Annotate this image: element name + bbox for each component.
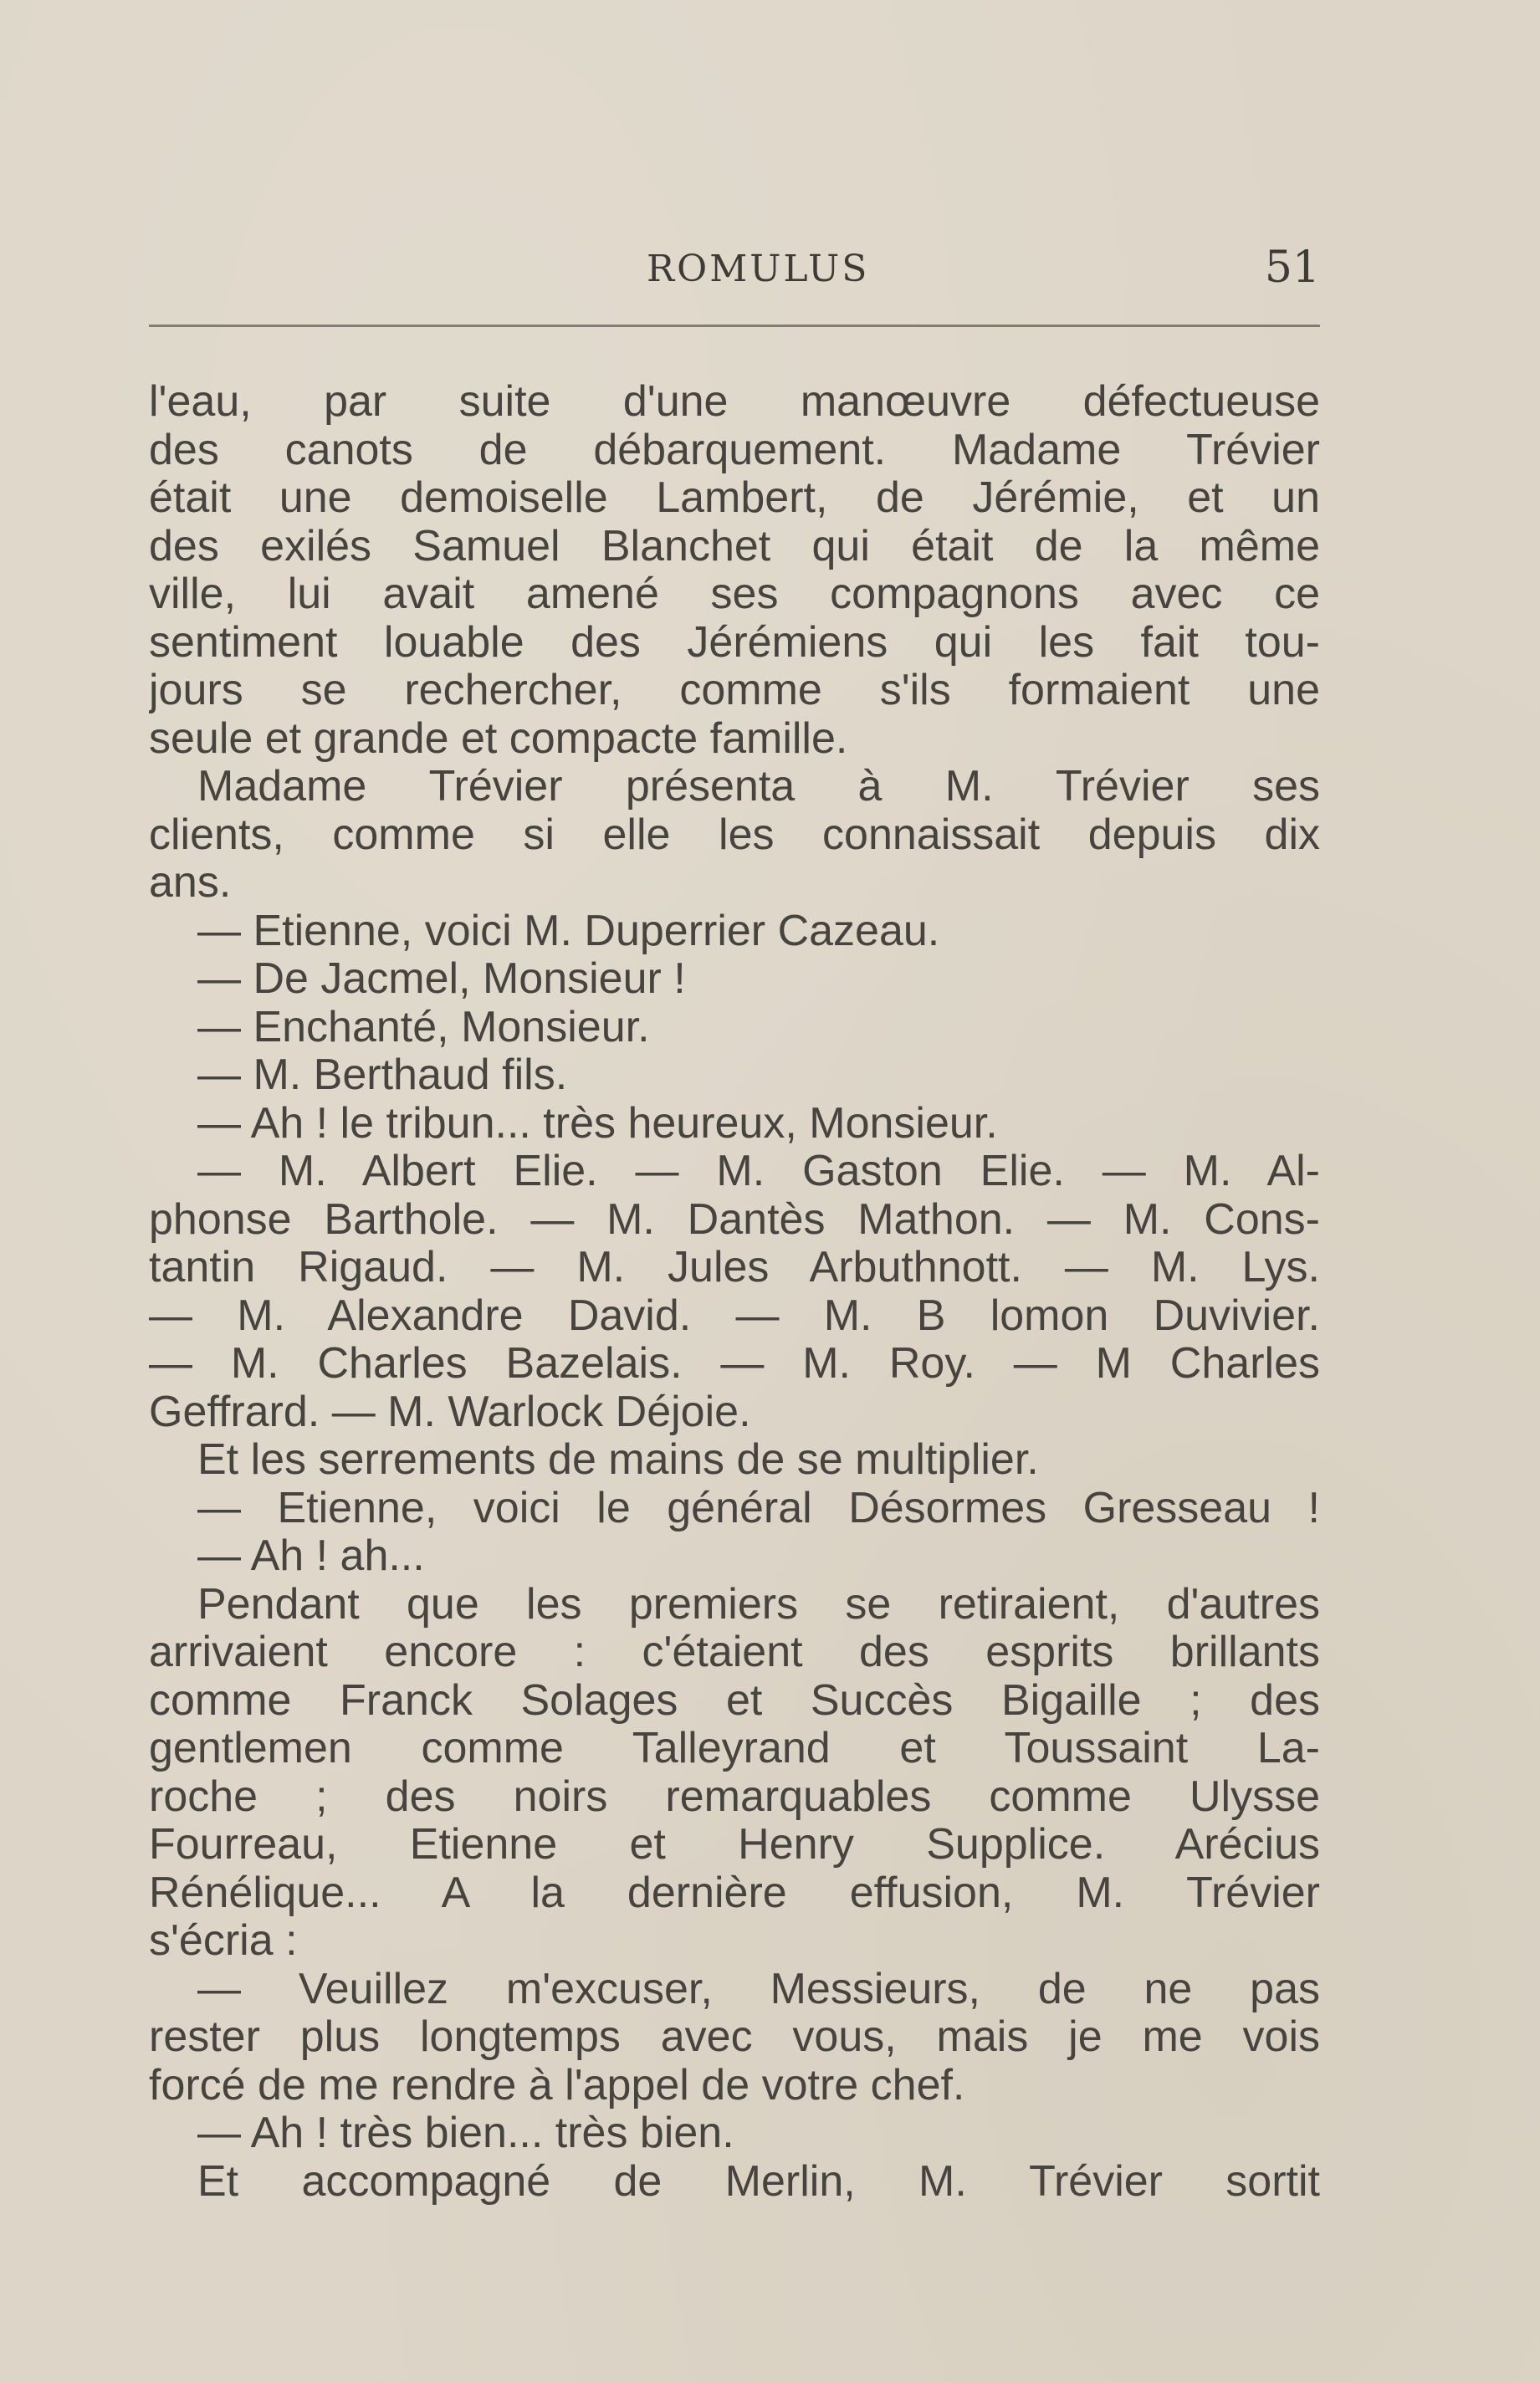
dialogue-line: — Enchanté, Monsieur.	[197, 1002, 650, 1051]
text-line: Et les serrements de mains de se multiplier.	[197, 1435, 1039, 1484]
text-line: seule et grande et compacte famille.	[149, 713, 848, 763]
running-title: ROMULUS	[647, 248, 870, 290]
text-line: Fourreau, Etienne et Henry Supplice. Arécius	[149, 1821, 1320, 1869]
dialogue-line: — Veuillez m'excuser, Messieurs, de ne pas	[197, 1965, 1320, 2013]
dialogue-line: — De Jacmel, Monsieur !	[197, 954, 686, 1003]
text-line: l'eau, par suite d'une manœuvre défectueuse	[149, 378, 1320, 426]
text-line: ville, lui avait amené ses compagnons avec ce	[149, 570, 1320, 618]
text-line: jours se rechercher, comme s'ils formaient une	[149, 667, 1320, 714]
text-line: ans.	[149, 858, 232, 907]
text-line: — M. Charles Bazelais. — M. Roy. — M Charles	[149, 1340, 1320, 1388]
text-line: des canots de débarquement. Madame Trévier	[149, 426, 1320, 474]
header-rule	[149, 325, 1320, 327]
text-line: phonse Barthole. — M. Dantès Mathon. — M. Cons-	[149, 1195, 1320, 1244]
page-number: 51	[1264, 243, 1320, 293]
text-line: Pendant que les premiers se retiraient, d'autres	[197, 1580, 1320, 1629]
text-line: Geffrard. — M. Warlock Déjoie.	[149, 1387, 751, 1436]
text-line: arrivaient encore : c'étaient des esprits brillants	[149, 1629, 1320, 1676]
dialogue-line: — M. Albert Elie. — M. Gaston Elie. — M. Al-	[197, 1148, 1320, 1195]
dialogue-line: — Ah ! le tribun... très heureux, Monsieur.	[197, 1098, 998, 1148]
dialogue-line: — M. Berthaud fils.	[197, 1051, 568, 1099]
text-line: gentlemen comme Talleyrand et Toussaint La-	[149, 1725, 1320, 1772]
dialogue-line: — Etienne, voici M. Duperrier Cazeau.	[197, 906, 940, 955]
text-line: Rénélique... A la dernière effusion, M. Trévier	[149, 1869, 1320, 1917]
text-line: tantin Rigaud. — M. Jules Arbuthnott. — M. Lys.	[149, 1244, 1320, 1291]
text-line: s'écria :	[149, 1916, 298, 1965]
text-line: comme Franck Solages et Succès Bigaille ; des	[149, 1676, 1320, 1725]
dialogue-line: — Ah ! ah...	[197, 1532, 425, 1580]
dialogue-line: — Ah ! très bien... très bien.	[197, 2109, 734, 2157]
text-line: — M. Alexandre David. — M. B lomon Duvivier.	[149, 1291, 1320, 1340]
dialogue-line: — Etienne, voici le général Désormes Gresseau !	[197, 1484, 1320, 1532]
text-line: sentiment louable des Jérémiens qui les fait tou-	[149, 618, 1320, 667]
text-line: forcé de me rendre à l'appel de votre chef.	[149, 2060, 965, 2109]
text-line: des exilés Samuel Blanchet qui était de la même	[149, 522, 1320, 570]
text-line: Madame Trévier présenta à M. Trévier ses	[197, 763, 1320, 811]
text-line: roche ; des noirs remarquables comme Ulysse	[149, 1772, 1320, 1821]
text-line: était une demoiselle Lambert, de Jérémie, et un	[149, 474, 1320, 522]
page-header	[149, 243, 1320, 301]
text-line: clients, comme si elle les connaissait depuis dix	[149, 811, 1320, 859]
text-line: rester plus longtemps avec vous, mais je me vois	[149, 2013, 1320, 2061]
body-text	[149, 378, 1320, 2206]
text-line: Et accompagné de Merlin, M. Trévier sortit	[197, 2157, 1320, 2206]
